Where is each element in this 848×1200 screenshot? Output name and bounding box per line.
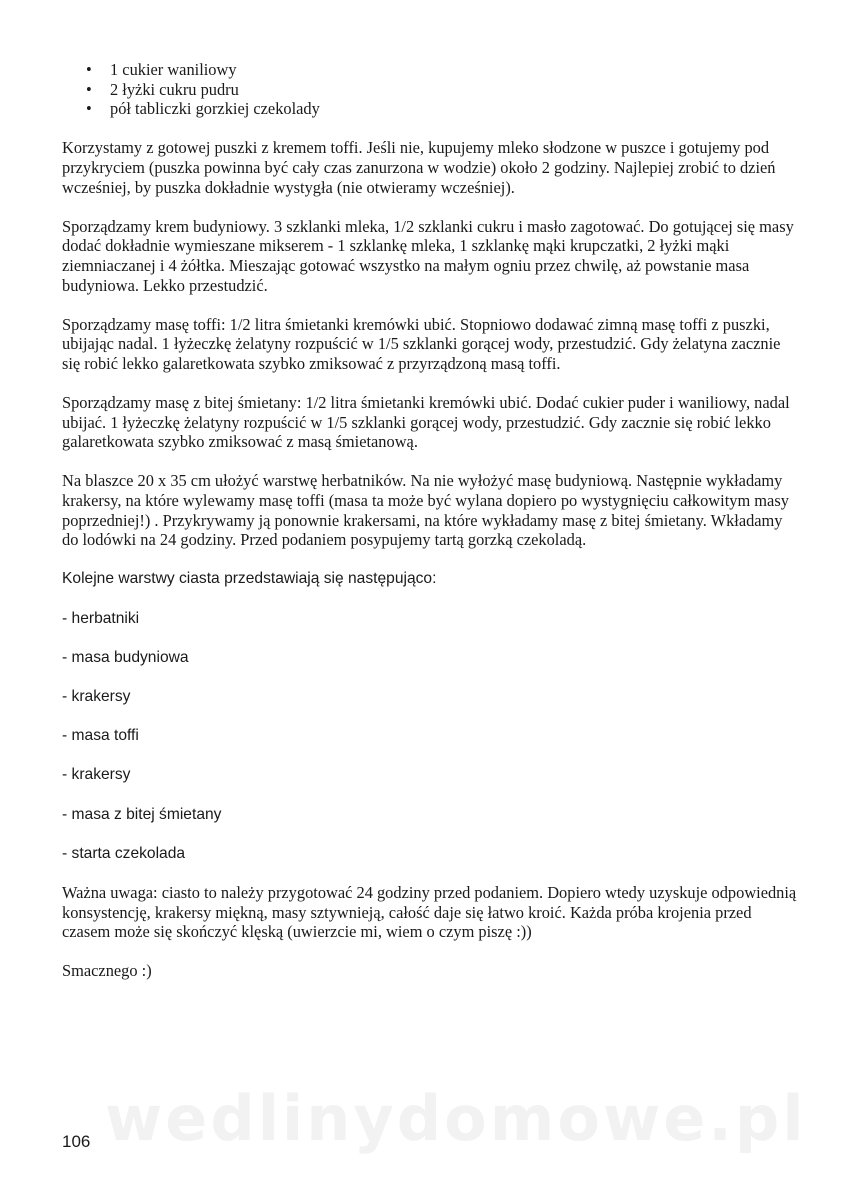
important-note: Ważna uwaga: ciasto to należy przygotować 24 godziny przed podaniem. Dopiero wtedy uzyskuje odpowiednią konsystencję, krakersy miękną, masy sztywnieją, całość daje się łatwo kroić. Każda próba krojenia przed czasem może się skończyć klęską (uwierzcie mi, wiem o czym piszę :)) (62, 882, 797, 942)
paragraph-whipped-cream: Sporządzamy masę z bitej śmietany: 1/2 litra śmietanki kremówki ubić. Dodać cukier puder i waniliowy, nadal ubijać. 1 łyżeczkę żelatyny rozpuścić w 1/5 szklanki gorącej wody, przestudzić. Gdy zacznie się robić lekko galaretkowata szybko zmiksować z masą śmietanową. (62, 393, 790, 452)
ingredient-text: 2 łyżki cukru pudru (110, 79, 239, 99)
ingredient-text: pół tabliczki gorzkiej czekolady (110, 99, 320, 119)
list-item (86, 60, 802, 80)
layers-intro: Kolejne warstwy ciasta przedstawiają się następująco: (62, 570, 437, 588)
page-content (62, 60, 802, 981)
ingredient-list (62, 60, 802, 119)
list-item (86, 99, 802, 119)
page-number: 106 (62, 1132, 91, 1151)
layer-item: - starta czekolada (62, 844, 186, 862)
paragraph-pudding-cream: Sporządzamy krem budyniowy. 3 szklanki mleka, 1/2 szklanki cukru i masło zagotować. Do gotującej się masy dodać dokładnie wymieszane mikserem - 1 szklankę mleka, 1 szklankę mąki krupczatki, 2 łyżki mąki ziemniaczanej i 4 żółtka. Mieszając gotować wszystko na małym ogniu przez chwilę, aż powstanie masa budyniowa. Lekko przestudzić. (62, 216, 794, 295)
bullet-icon: • (86, 79, 92, 99)
paragraph-assembly: Na blaszce 20 x 35 cm ułożyć warstwę herbatników. Na nie wyłożyć masę budyniową. Następnie wykładamy krakersy, na które wylewamy masę toffi (masa ta może być wylana dopiero po wystygnięciu całkowitym masy poprzedniej!) . Przykrywamy ją ponownie krakersami, na które wykładamy masę z bitej śmietany. Wkładamy do lodówki na 24 godziny. Przed podaniem posypujemy tartą gorzką czekoladą. (62, 471, 789, 550)
layer-item: - masa z bitej śmietany (62, 805, 222, 823)
layer-item: - krakersy (62, 688, 131, 705)
closing-line: Smacznego :) (62, 961, 152, 981)
bullet-icon: • (86, 60, 92, 79)
paragraph-toffi-can: Korzystamy z gotowej puszki z kremem toffi. Jeśli nie, kupujemy mleko słodzone w puszce i gotujemy pod przykryciem (puszka powinna być cały czas zanurzona w wodzie) około 2 godziny. Najlepiej zrobić to dzień wcześniej, by puszka dokładnie wystygła (nie otwieramy wcześniej). (62, 138, 776, 197)
ingredient-text: 1 cukier waniliowy (110, 60, 237, 79)
layer-item: - krakersy (62, 766, 131, 784)
list-item (86, 79, 802, 100)
layer-item: - herbatniki (62, 609, 140, 627)
layer-item: - masa budyniowa (62, 648, 189, 666)
bullet-icon: • (86, 99, 92, 119)
layer-item: - masa toffi (62, 727, 139, 745)
watermark: wedlinydomowe.pl (105, 1082, 807, 1155)
paragraph-toffi-mass: Sporządzamy masę toffi: 1/2 litra śmietanki kremówki ubić. Stopniowo dodawać zimną masę toffi z puszki, ubijając nadal. 1 łyżeczkę żelatyny rozpuścić w 1/5 szklanki gorącej wody, przestudzić. Gdy żelatyna zacznie się robić lekko galaretkowata szybko zmiksować z przyrządzoną masą toffi. (62, 314, 781, 373)
